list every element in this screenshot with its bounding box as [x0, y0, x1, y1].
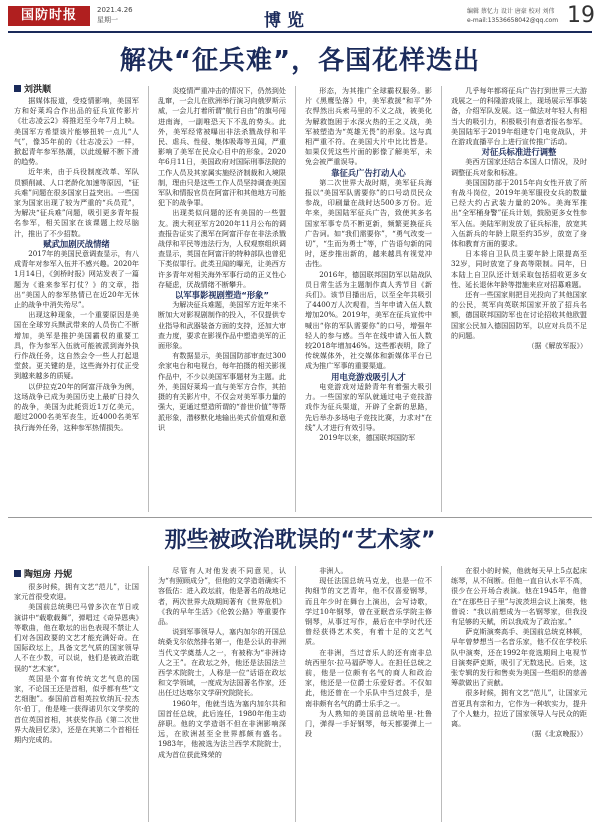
- article1-column-3: [305, 86, 432, 512]
- column-divider: [148, 86, 149, 512]
- column-divider: [441, 86, 442, 512]
- paragraph: 萨克斯演奏高手、美国前总统克林顿，早年曾梦想当一名音乐家，他不仅在学校乐队中演奏，还在1992年竞选期间上电视节目演奏萨克斯，吸引了无数选民。后来，这张专辑的发行和售卖为美国一些组织的慈善筹款做出了贡献。: [451, 627, 587, 688]
- paragraph: 据媒体报道，受疫情影响，美国军方和好莱坞合作出品的征兵宣传影片《壮志凌云2》将推迟至今年7月上映。美国军方希望该片能够扭转一点儿“人气”，像35年前的《壮志凌云》一样，掀起青年参军热潮，以此缓解不断下滑的趋势。: [14, 96, 139, 167]
- paragraph: 近年来，由于兵役制度改革、军队员额削减、人口老龄化加速等原因，“征兵难”问题在很多国家日益突出。一些国家为国家出现了较为严重的“兵员荒”，为解决“征兵难”问题，吸引更多青年报名参军，相关国家在该课题上绞尽脑汁，推出了不少招数。: [14, 167, 139, 238]
- editor-credits: [467, 7, 558, 25]
- subheading: 对征兵标准进行调整: [481, 147, 557, 158]
- paragraph: 炎疫情严重冲击的情况下，仍然到处乱窜，一会儿在欧洲举行演习向俄罗斯示威，一会儿打着所谓“航行自由”的旗号闯进南海，一副唯恐天下不乱的势头。此外，美军经常被曝出非法杀戮战俘和平民、虐兵、性侵、集体吸毒等丑闻，严重影响了美军在民众心目中的形象。2020年6月11日，美国政府对国际刑事法院的工作人员及其家属实施经济制裁和入境限制，理由只是这些工作人员坚持调查美国军队和情报官员在阿富汗和其他地方可能犯下的战争罪。: [158, 86, 286, 208]
- source-credit: （据《北京晚报》）: [527, 730, 587, 739]
- editor-email: e-mail:13536658042@qq.com: [467, 17, 559, 24]
- paragraph: 还有一些国家则把目光投向了其他国家的公民，英军向英联邦国家开放了招兵名额，德国联邦国防军也在讨论招收其他欧盟国家公民加入德国国防军，以应对兵员不足的问题。: [451, 290, 587, 340]
- paragraph: 第二次世界大战时期，美军征兵海报以“美国军队需要你”的口号动员民众参战，印刷量在战时达500多万份。近年来，美国陆军征兵广告，致使其多名国家军事专员不断更新，频繁更换征兵广告词。如“我们需要你”，“勇气改变一切”，“生而为勇士”等，广告语句新的同时，逐步推出新的，越来越具有视觉冲击性。: [305, 177, 432, 269]
- column-divider: [441, 566, 442, 822]
- header-rule: [8, 31, 592, 33]
- article2-headline: 那些被政治耽误的“艺术家”: [164, 528, 436, 553]
- article2-column-1: [14, 582, 139, 822]
- subheading: 用电竞游戏吸引人才: [331, 371, 406, 382]
- paragraph: 1960年，他就当选为塞内加尔共和国首任总统，此后连任，1980年他主动辞职。他的文学造诣不但在非洲影响深远，在欧洲甚至全世界都颇有盛名。1983年，他被选为法兰西学术院院士，成为首位获此殊荣的: [158, 698, 286, 759]
- page-header: [0, 0, 600, 34]
- subheading: 靠征兵广告打动人心: [331, 167, 406, 178]
- paragraph: 2019年以来，德国联邦国防军: [319, 432, 416, 442]
- article1-byline: [14, 82, 51, 95]
- article1-column-1: [14, 96, 139, 512]
- issue-date: 2021.4.26: [97, 6, 133, 14]
- paragraph: 形态，为其推广全球霸权服务。影片《黑鹰坠落》中，美军救援“和平”外衣悍然出兵索马里的不义之战，被美化为解救饱困于水深火热的王之义战，美军被塑造为“英雄无畏”的形象。这与真相严重不符。在美国大片中比比皆是。如果仅凭这些片面的影像了解美军，未免会被严重误导。: [305, 86, 432, 167]
- paragraph: 出现这种现象，一个重要原因是美国在全球穷兵黩武带来的人员伤亡不断增加，美军是推护美国霸权的重要工具，作为参军入伍就可能被派到海外执行作战任务，这自然会令一些人打起退堂鼓。更关键的是，这些海外打仗正受到越来越多的质疑。: [14, 310, 139, 381]
- paragraph: 几乎每年都将征兵广告打到世界三大游戏展之一的科隆游戏展上，现场展示军事装备，介绍军队发展。这一做法对年轻人有相当大的吸引力，积极吸引有意者报名参军。美国陆军于2019年组建专门电竞战队，并在游戏直播平台上进行宣传推广活动。: [451, 86, 587, 147]
- paragraph: 很多时候，拥有文艺“范儿”，让国家元首更具有亲和力，它作为一种软实力，提升了个人魅力，拉近了国家领导人与民众的距离。: [451, 688, 587, 729]
- article2-byline: [14, 567, 72, 580]
- page-number: 19: [567, 3, 595, 28]
- article1-column-2: [158, 86, 286, 512]
- source-credit: （据《解放军报》）: [527, 342, 587, 351]
- column-divider: [295, 566, 296, 822]
- paragraph: 非洲人。: [319, 566, 348, 575]
- issue-date-block: [97, 5, 133, 25]
- article-separator: [8, 517, 592, 518]
- article2-author: 陶姮房 丹妮: [24, 570, 73, 580]
- paragraph: 美国国防部于2015年向女性开放了所有战斗岗位，2019年美军服役女兵的数量已经大约占武装力量的20%。美海军推出“全军桶身警”征兵计划，鼓励更多女性参军入伍。美陆军则发放了征兵标准，放宽其入伍新兵的年龄上限至约35岁，放宽了身体和教育方面的要求。: [451, 177, 587, 249]
- issue-weekday: 星期一: [97, 16, 118, 24]
- paragraph: 在非洲，当过音乐人的还有南非总统西里尔·拉马福萨等人。在担任总统之前，他是一位颇有名气的商人和政治家，他还是一位爵士乐爱好者。不仅如此，他还曾在一个乐队中当过鼓手，是南非颇有名气的爵士乐手之一。: [305, 647, 432, 708]
- paragraph: 为人熟知的美国前总统哈里·杜鲁门，弹得一手好钢琴，每天都要弹上一段: [305, 708, 432, 739]
- paragraph: 为解决征兵难题，美国军方近年来不断加大对影视剧制作的投入，不仅提供专业指导和武器装备方面的支持，还加大审查力度，要求在影视作品中塑造美军的正面形象。: [158, 300, 286, 351]
- paragraph: 美西方国家还结合本国人口情况，及时调整征兵对象和标准。: [451, 157, 587, 177]
- paragraph: 说到军事领导人，塞内加尔的开国总统桑戈尔依然排名第一，他是公认的非洲当代文学奠基人之一，有被称为“非洲诗人之王”。在政坛之外，他还是法国法兰西学术院院士，人称是一位“话语在政坛和文学领域，一度成为法国著名作家，还出任过达喀尔文学研究院院长。: [158, 627, 286, 698]
- paragraph: 美国前总统奥巴马曾多次在节日或演讲中“载歌载舞”，弹唱过《奇异恩典》等歌曲，他在歌坛的出色表现不禁让人们对各国政要的文艺才能充满好奇。在国际政坛上，具备文艺气质的国家领导人不在少数，可以说，他们是被政治耽误的“艺术家”。: [14, 602, 139, 673]
- article2-column-2: [158, 566, 286, 822]
- byline-marker-icon: [14, 85, 21, 92]
- editor-names: 编辑 蔡忆力 设计 唐豪 校对 刘伟: [467, 8, 555, 15]
- paragraph: 以伊拉克20年的阿富汗战争为例，这场战争已成为美国历史上最旷日持久的战争，美国为此耗资近1万亿美元，超过2000名美军丧生，近4000名美军执行海外任务，这种参军热情损失。: [14, 381, 139, 432]
- paragraph: 有数据显示，美国国防部审查过300余家电台和电视台，每年拍摄的相关影视作品中，不少以美国军事题材为主题。此外，美国好莱坞一直与美军方合作，其拍摄的有关影片中，不仅会对美军事力量的强大，更通过塑造所谓的“普世价值”等帮派形象，潜移默化地输出美式价值观和意识: [158, 351, 286, 432]
- article1-headline: 解决“征兵难”，各国花样迭出: [119, 46, 481, 76]
- paragraph: 现任法国总统马克龙，也是一位不拘细节的文艺青年，他不仅喜爱钢琴，而且年少时在舞台上演出，会写诗歌，学过10年钢琴，曾在亚眠音乐学院主修钢琴，从事过写作，最后在中学时代还曾经获得艺术奖，有着十足的文艺气质。: [305, 576, 432, 647]
- subheading: 以军事影视剧塑造“形象”: [175, 290, 269, 301]
- article2-column-3: [305, 566, 432, 822]
- paragraph: 出现类似问题的还有美国的一些盟友。澳大利亚军方2020年11月公布的调查报告证实了澳军在阿富汗存在非法杀戮战俘和平民等违法行为，人权观察组织调查显示，英国在阿富汗的特种部队也曾犯下类似罪行。此类丑闻的曝光，让美西方许多青年对相关海外军事行动的正义性心存疑虑，厌战情绪不断攀升。: [158, 208, 286, 289]
- paragraph: 尽管有人对他发表不同意见，认为“有照顾成分”，但他的文学造诣确实不容低估：进入政坛前，他是著名的战地记者，两次世界大战期间著有《世界危机》《我的早年生活》《伦敦公路》等重要作品。: [158, 566, 286, 627]
- paragraph: 在很小的时候，他就每天早上5点起床练琴，从不间断。但他一直自认水平不高，很少在公开场合表演。他在1945年，他曾在“在那些日子里”与波茨坦会议上演奏，他曾说：“我以前想成为一名钢琴家，但我没有足够的天赋，所以我成为了政治家。”: [451, 566, 587, 627]
- section-title: 博览: [264, 11, 310, 31]
- paragraph: 电竞游戏对适龄青年有着强大吸引力。一些国家的军队就通过电子竞技游戏作为征兵渠道，开辟了全新的思路，先后举办多场电子竞技比赛，力求对“在线”人才进行有效引导。: [305, 381, 432, 432]
- paragraph: 2016年，德国联邦国防军以陆战队员日常生活为主题制作真人秀节目《新兵们》。该节目播出后，以至全年共吸引了4400万人次观看，当年申请入伍人数增加20%。2019年，美军在征兵宣传中喊出“你的军队需要你”的口号，增强年轻人的参与感。当年在线申请入伍人数较2018年增加46%。这些都表明，除了传统媒体外，社交媒体和新媒体平台已成为推广军事的重要渠道。: [305, 269, 432, 371]
- byline-marker-icon: [14, 570, 21, 577]
- subheading: 赋武加剧厌战情绪: [43, 238, 110, 249]
- column-divider: [148, 566, 149, 822]
- paragraph: 很多时候，拥有文艺“范儿”，让国家元首很受欢迎。: [14, 582, 139, 602]
- paragraph: 日本将自卫队员主要年龄上限提高至32岁，同时放宽了身高等限制。同年，日本陆上自卫队还计划采取包括招收更多女性、延长退休年龄等措施来应对招募难题。: [451, 249, 587, 289]
- newspaper-logo: 国防时报: [8, 6, 90, 26]
- article1-column-4: [451, 86, 587, 512]
- article1-author: 刘洪顺: [24, 85, 52, 95]
- article2-column-4: [451, 566, 587, 822]
- paragraph: 英国是个富有传统文艺气息的国家，不论国王还是首相，似乎都有些“文艺细胞”。泰国前首相英拉钦纳瓦·拉杰尔·伯丁，他是唯一获得诺贝尔文学奖的首位英国首相，其获奖作品《第二次世界大战回忆录》，还是在其第二个首相任期内完成的。: [14, 673, 139, 745]
- paragraph: 2017年的美国民意调查显示，有八成青年对参军入伍并不感兴趣。2020年1月14日，《剑桥时报》网站发表了一篇题为《谁来参军打仗？》的文章，指出“美国人的参军热情已在近20年无休止的战争中消失殆尽”。: [14, 249, 139, 310]
- column-divider: [295, 86, 296, 512]
